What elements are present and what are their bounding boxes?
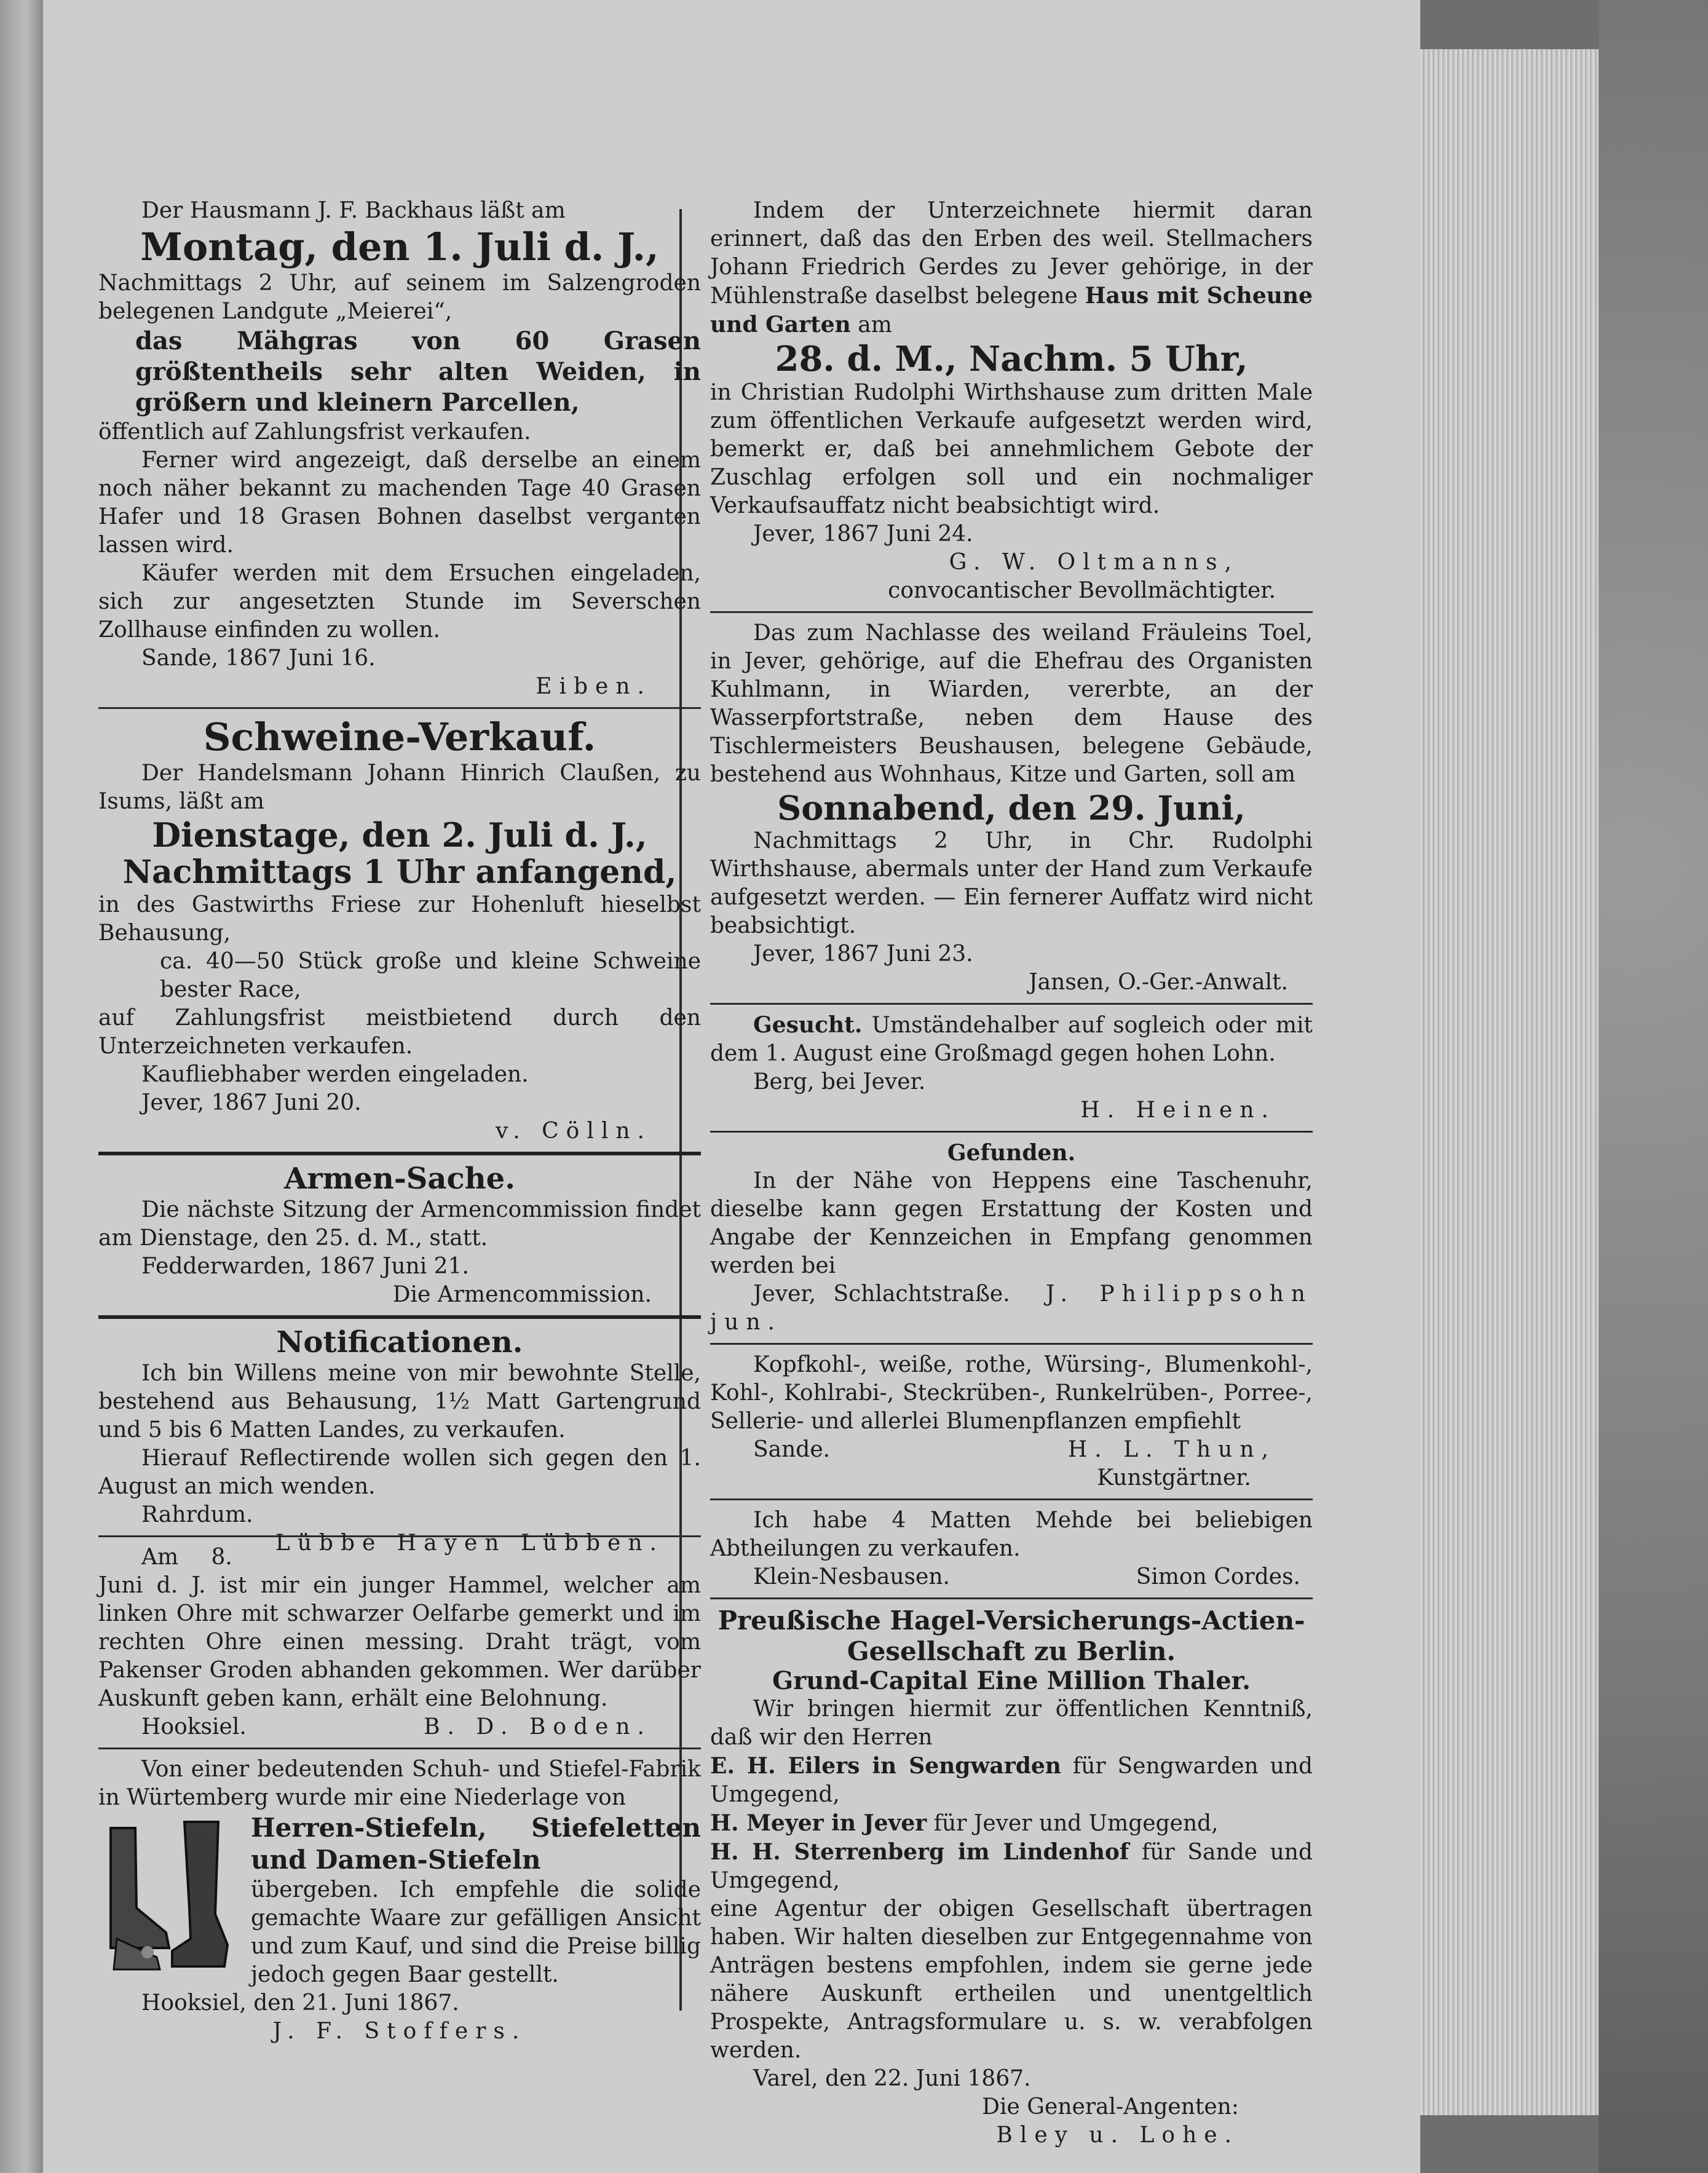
- ad-toel: [710, 619, 1313, 997]
- ad-signature: Jansen, O.-Ger.-Anwalt.: [1029, 970, 1288, 995]
- previous-page-edge: [0, 0, 43, 2173]
- ad-body: in Christian Rudolphi Wirthshause zum dritten Male zum öffentlichen Verkaufe aufgesetzt werden wird, bemerkt er, daß bei annehmlichem Gebote der Zuschlag erfolgen soll und ein nochmaliger Verkaufsauffatz nicht beabsichtigt wird.: [710, 380, 1313, 518]
- ad-paragraph: Kaufliebhaber werden eingeladen.: [141, 1062, 529, 1087]
- ad-signature: J. Philippsohn jun.: [710, 1281, 1313, 1335]
- ad-body: Am 8. Juni d. J. ist mir ein junger Hammel, welcher am linken Ohre mit schwarzer Oelfarbe gemerkt und im rechten Ohre einen messing. Draht trägt, vom Pakenser Groden abhanden gekommen. Wer darüber Auskunft geben kann, erhält eine Belohnung.: [98, 1545, 701, 1711]
- ad-item: ca. 40—50 Stück große und kleine Schweine bester Race,: [160, 949, 701, 1002]
- agent-line: [710, 1838, 1313, 1895]
- separator: [710, 1131, 1313, 1133]
- separator: [710, 1498, 1313, 1500]
- ad-gerdes: [710, 197, 1313, 605]
- ad-intro: Der Hausmann J. F. Backhaus läßt am: [141, 198, 566, 223]
- ad-highlight: Herren-Stiefeln, Stiefeletten und Damen-Stiefeln: [251, 1813, 701, 1875]
- ad-time: Nachmittags 1 Uhr anfangend,: [122, 853, 677, 891]
- ad-body: Die nächste Sitzung der Armencommission findet am Dienstage, den 25. d. M., statt.: [98, 1197, 701, 1251]
- ad-signature-title: Die General-Angenten:: [982, 2094, 1239, 2120]
- right-column: [710, 197, 1313, 2150]
- ad-date: Dienstage, den 2. Juli d. J.,: [152, 815, 647, 855]
- ad-signature: Simon Cordes.: [1136, 1564, 1300, 1589]
- ad-place-date: Jever, 1867 Juni 24.: [753, 521, 973, 547]
- ad-place: Berg, bei Jever.: [753, 1069, 926, 1094]
- ad-highlight: Haus mit Scheune und Garten: [710, 283, 1313, 338]
- ad-body-text: am: [858, 312, 892, 338]
- ad-cordes: [710, 1506, 1313, 1591]
- ad-place-date: Fedderwarden, 1867 Juni 21.: [141, 1254, 469, 1279]
- ad-body: auf Zahlungsfrist meistbietend durch den Unterzeichneten verkaufen.: [98, 1005, 701, 1059]
- ad-signature: H. Heinen.: [1080, 1098, 1276, 1123]
- ad-signature: Die Armencommission.: [392, 1282, 652, 1307]
- book-page-edges: [1420, 49, 1629, 2115]
- ad-place-signature: [710, 1436, 1313, 1464]
- separator: [98, 1748, 701, 1749]
- ad-body: [710, 197, 1313, 339]
- ad-place-signature: [710, 1563, 1313, 1591]
- agent-name: H. H. Sterrenberg im Lindenhof: [710, 1839, 1129, 1865]
- ad-signature: v. Cölln.: [496, 1118, 652, 1144]
- ad-body-text: Umständehalber auf sogleich oder mit dem 1. August eine Großmagd gegen hohen Lohn.: [710, 1013, 1313, 1066]
- ad-backhaus: [98, 197, 701, 701]
- ad-hagel: [710, 1605, 1313, 2150]
- ad-paragraph: Ferner wird angezeigt, daß derselbe an einem noch näher bekannt zu machenden Tage 40 Grasen Hafer und 18 Grasen Bohnen daselbst verganten lassen wird.: [98, 448, 701, 558]
- ad-intro: Wir bringen hiermit zur öffentlichen Kenntniß, daß wir den Herren: [710, 1696, 1313, 1750]
- ad-place: Klein-Nesbausen.: [753, 1564, 950, 1589]
- separator: [98, 1152, 701, 1155]
- book-cover: [1599, 0, 1708, 2173]
- ad-date: Sonnabend, den 29. Juni,: [777, 788, 1246, 828]
- agent-line: [710, 1809, 1313, 1838]
- ad-hammel: [98, 1543, 701, 1741]
- ad-place-date: Sande, 1867 Juni 16.: [141, 646, 376, 671]
- ad-place-date: Hooksiel, den 21. Juni 1867.: [141, 1990, 459, 2016]
- ad-place: Jever, Schlachtstraße.: [753, 1281, 1010, 1307]
- ad-date: Montag, den 1. Juli d. J.,: [140, 224, 659, 269]
- ad-signature: H. L. Thun,: [1067, 1437, 1276, 1462]
- ad-paragraph: Käufer werden mit dem Ersuchen eingeladen, sich zur angesetzten Stunde im Severschen Zollhause einfinden zu wollen.: [98, 561, 701, 643]
- ad-signature: Eiben.: [536, 674, 652, 699]
- ad-intro: Von einer bedeutenden Schuh- und Stiefel-Fabrik in Würtemberg wurde mir eine Niederlage von: [98, 1757, 701, 1810]
- ad-signature-title: Kunstgärtner.: [1097, 1465, 1251, 1490]
- ad-body: übergeben. Ich empfehle die solide gemachte Waare zur gefälligen Ansicht und zum Kauf, und sind die Preise billig jedoch gegen Baar gestellt.: [251, 1877, 701, 1987]
- ad-date: 28. d. M., Nachm. 5 Uhr,: [775, 339, 1248, 379]
- separator: [98, 707, 701, 709]
- ad-place: Sande.: [753, 1437, 831, 1462]
- ad-heading: Gefunden.: [947, 1140, 1076, 1166]
- ad-paragraph: Hierauf Reflectirende wollen sich gegen den 1. August an mich wenden.: [98, 1446, 701, 1499]
- ad-signature: G. W. Oltmanns,: [949, 550, 1239, 575]
- ad-thun: [710, 1351, 1313, 1492]
- ad-signature: Bley u. Lohe.: [996, 2123, 1239, 2148]
- ad-subheading: Grund-Capital Eine Million Thaler.: [772, 1666, 1251, 1695]
- ad-body: Kopfkohl-, weiße, rothe, Würsing-, Blumenkohl-, Kohl-, Kohlrabi-, Steckrüben-, Runkelrüben-, Porree-, Sellerie- und allerlei Blumenpflanzen empfiehlt: [710, 1352, 1313, 1434]
- boots-illustration-icon: [98, 1816, 240, 1976]
- ad-signature: B. D. Boden.: [424, 1714, 652, 1740]
- ad-heading: Armen-Sache.: [284, 1162, 515, 1196]
- agent-area: für Jever und Umgegend,: [933, 1811, 1219, 1836]
- ad-gesucht: [710, 1011, 1313, 1125]
- ad-armen: [98, 1162, 701, 1309]
- agent-area: für Sande und Umgegend,: [710, 1840, 1313, 1893]
- ad-body: eine Agentur der obigen Gesellschaft übertragen haben. Wir halten dieselben zur Entgegennahme von Anträgen bestens empfohlen, indem sie gerne jede nähere Auskunft ertheilen und unentgeltlich Prospekte, Antragsformulare u. s. w. verabfolgen werden.: [710, 1896, 1313, 2063]
- separator: [98, 1315, 701, 1319]
- ad-heading: Preußische Hagel-Versicherungs-Actien-Gesellschaft zu Berlin.: [718, 1605, 1305, 1666]
- ad-signature: J. F. Stoffers.: [272, 2019, 527, 2044]
- ad-heading: Schweine-Verkauf.: [203, 714, 596, 759]
- ad-notificationen: [98, 1325, 701, 1556]
- agent-name: H. Meyer in Jever: [710, 1810, 927, 1836]
- ad-body-text: Indem der Unterzeichnete hiermit daran erinnert, daß das den Erben des weil. Stellmachers Johann Friedrich Gerdes zu Jever gehörige, in der Mühlenstraße daselbst belegene: [710, 198, 1313, 309]
- ad-stiefel: [98, 1755, 701, 2046]
- agent-area: für Sengwarden und Umgegend,: [710, 1754, 1313, 1807]
- ad-body: [710, 1011, 1313, 1068]
- ad-signature: Lübbe Hayen Lübben.: [275, 1530, 664, 1556]
- ad-place-date: Varel, den 22. Juni 1867.: [753, 2066, 1031, 2091]
- ad-gefunden: [710, 1139, 1313, 1337]
- ad-place: Hooksiel.: [141, 1714, 247, 1740]
- ad-place-signature: [98, 1713, 701, 1741]
- ad-body: Nachmittags 2 Uhr, in Chr. Rudolphi Wirthshause, abermals unter der Hand zum Verkaufe aufgesetzt werden. — Ein fernerer Auffatz wird nicht beabsichtigt.: [710, 828, 1313, 938]
- ad-signature-title: convocantischer Bevollmächtigter.: [888, 578, 1276, 603]
- ad-place-date: Jever, 1867 Juni 23.: [753, 941, 973, 967]
- separator: [710, 1343, 1313, 1345]
- separator: [710, 1003, 1313, 1005]
- ad-intro: Der Handelsmann Johann Hinrich Claußen, zu Isums, läßt am: [98, 761, 701, 814]
- separator: [710, 611, 1313, 613]
- agent-line: [710, 1752, 1313, 1809]
- ad-place-date: Jever, 1867 Juni 20.: [141, 1090, 362, 1115]
- ad-body: öffentlich auf Zahlungsfrist verkaufen.: [98, 419, 531, 445]
- ad-body: Nachmittags 2 Uhr, auf seinem im Salzengroden belegenen Landgute „Meierei“,: [98, 271, 701, 324]
- ad-place: Rahrdum.: [141, 1502, 253, 1527]
- ad-body: Ich habe 4 Matten Mehde bei beliebigen Abtheilungen zu verkaufen.: [710, 1508, 1313, 1561]
- separator: [710, 1597, 1313, 1599]
- ad-place-signature: [98, 1501, 701, 1556]
- ad-paragraph: Ich bin Willens meine von mir bewohnte Stelle, bestehend aus Behausung, 1½ Matt Gartengrund und 5 bis 6 Matten Landes, zu verkaufen.: [98, 1361, 701, 1443]
- ad-heading: Gesucht.: [753, 1012, 863, 1038]
- ad-heading: Notificationen.: [276, 1325, 523, 1360]
- ad-highlight: das Mähgras von 60 Grasen größtentheils sehr alten Weiden, in größern und kleinern Parcellen,: [135, 327, 701, 417]
- ad-body: Das zum Nachlasse des weiland Fräuleins Toel, in Jever, gehörige, auf die Ehefrau des Organisten Kuhlmann, in Wiarden, vererbte, an der Wasserpfortstraße, neben dem Hause des Tischlermeisters Beushausen, belegene Gebäude, bestehend aus Wohnhaus, Kitze und Garten, soll am: [710, 620, 1313, 787]
- left-column: [98, 197, 701, 2046]
- ad-place-signature: [710, 1280, 1313, 1337]
- ad-body: In der Nähe von Heppens eine Taschenuhr, dieselbe kann gegen Erstattung der Kosten und Angabe der Kennzeichen in Empfang genommen werden bei: [710, 1168, 1313, 1278]
- ad-body: in des Gastwirths Friese zur Hohenluft hieselbst Behausung,: [98, 892, 701, 946]
- agent-name: E. H. Eilers in Sengwarden: [710, 1753, 1061, 1779]
- ad-schweine: [98, 715, 701, 1146]
